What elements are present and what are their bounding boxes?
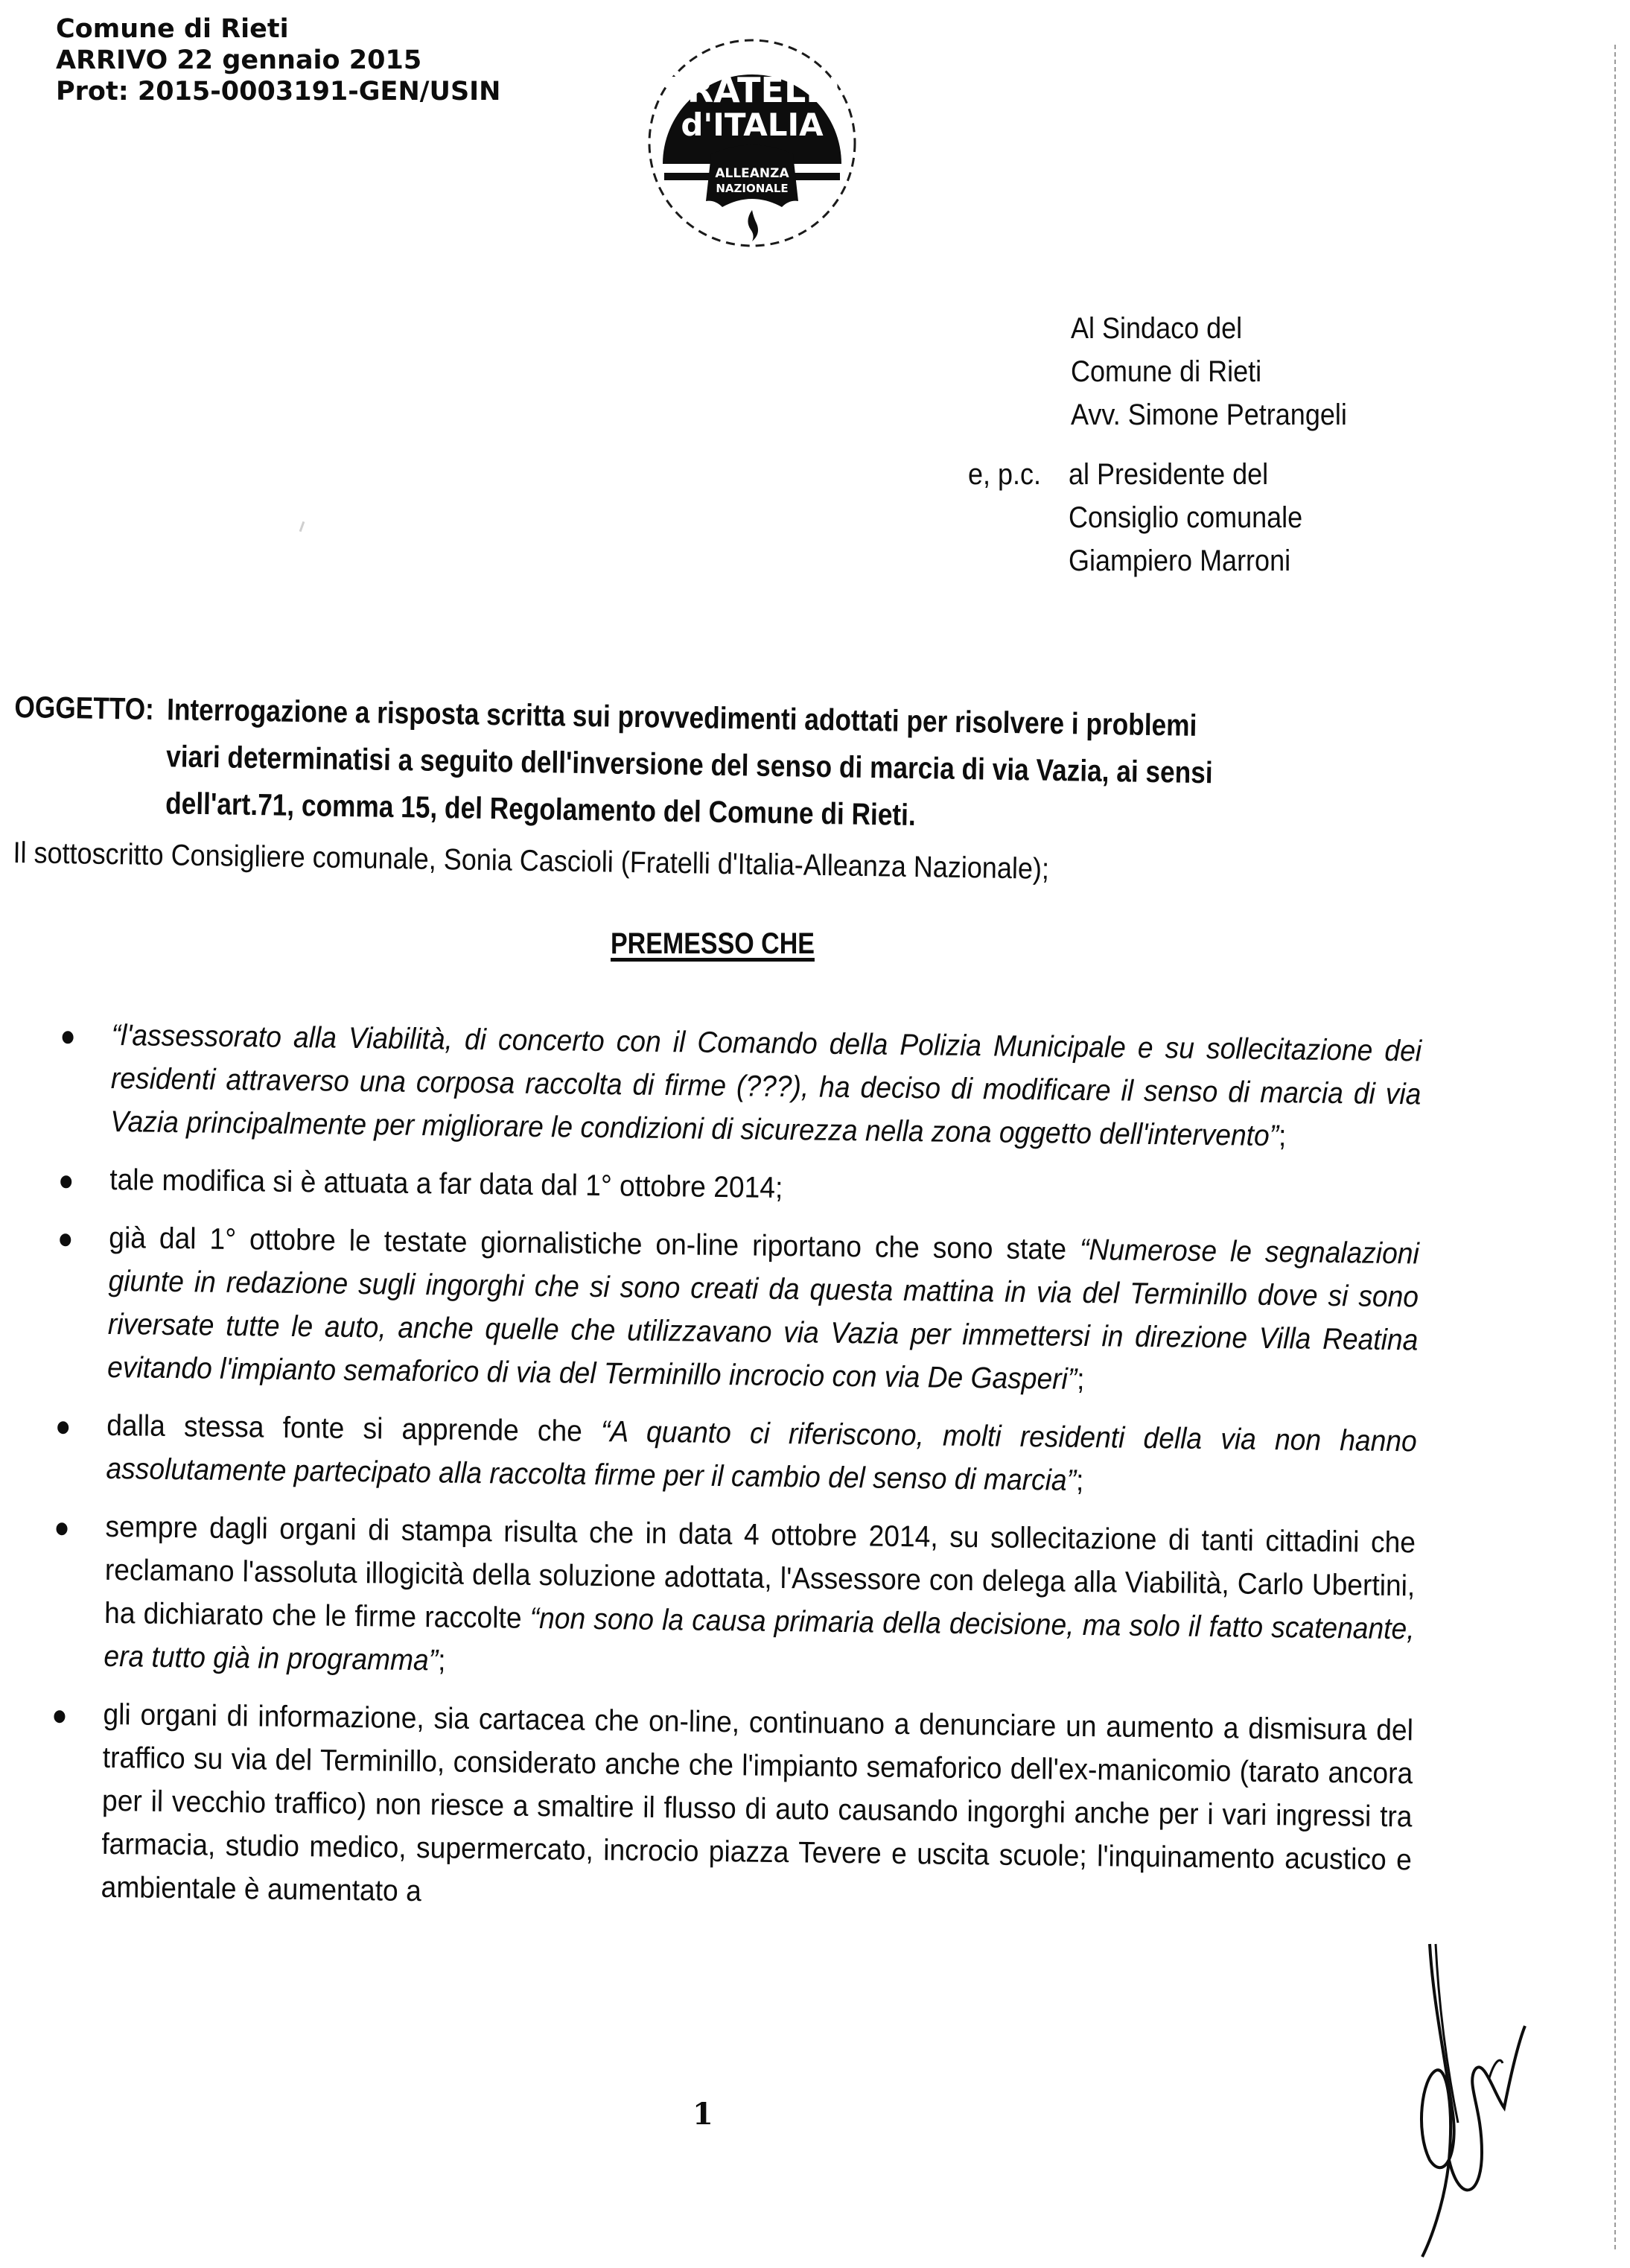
subject-label: OGGETTO:	[14, 689, 155, 726]
cc-block	[1069, 453, 1302, 582]
bullet-icon	[57, 1421, 69, 1434]
subject-line-2: viari determinatisi a seguito dell'inversione del senso di marcia di via Vazia, ai sensi	[165, 739, 1214, 790]
bullet-icon	[60, 1233, 71, 1246]
subject-block	[13, 684, 1232, 844]
stamp-arrival-date: ARRIVO 22 gennaio 2015	[56, 45, 422, 75]
cc-line: Consiglio comunale	[1069, 501, 1303, 534]
party-logo	[640, 31, 864, 255]
signature	[1400, 1937, 1564, 2264]
addressee-block	[1071, 307, 1347, 436]
page-number: 1	[693, 2097, 713, 2132]
list-item: sempre dagli organi di stampa risulta che in data 4 ottobre 2014, su sollecitazione di tanti cittadini che reclamano l'assoluta illogicità della soluzione adottata, l'Assessore con delega alla Viabilità, Carlo Ubertini, ha dichiarato che le firme raccolte “non sono la causa primaria della decisione, ma solo il fatto scatenante, era tutto già in programma”;	[44, 1505, 1416, 1694]
scan-artifact	[299, 521, 305, 532]
svg-text:d'ITALIA: d'ITALIA	[681, 107, 824, 143]
svg-text:NAZIONALE: NAZIONALE	[716, 182, 789, 195]
cc-prefix: e, p.c.	[968, 458, 1042, 491]
addressee-line: Comune di Rieti	[1071, 355, 1262, 388]
subject-line-3: dell'art.71, comma 15, del Regolamento del Comune di Rieti.	[165, 786, 917, 833]
stamp-municipality: Comune di Rieti	[56, 14, 289, 44]
cc-line: Giampiero Marroni	[1069, 544, 1291, 577]
subject-line-1: Interrogazione a risposta scritta sui provvedimenti adottati per risolvere i problemi	[166, 692, 1197, 743]
section-heading: PREMESSO CHE	[611, 927, 815, 960]
handwritten-signature-icon	[1400, 1937, 1564, 2264]
svg-text:ALLEANZA: ALLEANZA	[715, 166, 789, 181]
cc-line: al Presidente del	[1069, 458, 1269, 491]
addressee-line: Al Sindaco del	[1071, 312, 1243, 345]
list-item: gli organi di informazione, sia cartacea che on-line, continuano a denunciare un aumento a dismisura del traffico su via del Terminillo, considerato anche che l'impianto semaforico dell'ex-manicomio (tarato ancora per il vecchio traffico) non riesce a smaltire il flusso di auto causando ingorghi anche per i vari ingressi tra farmacia, studio medico, supermercato, incrocio piazza Tevere e uscita scuole; l'inquinamento acustico e ambientale è aumentato a	[41, 1692, 1413, 1925]
list-item: dalla stessa fonte si apprende che “A quanto ci riferiscono, molti residenti della via non hanno assolutamente partecipato alla raccolta firme per il cambio del senso di marcia”;	[46, 1403, 1417, 1506]
bullet-icon	[62, 1031, 73, 1044]
list-item: tale modifica si è attuata a far data dal 1° ottobre 2014;	[50, 1157, 1421, 1217]
premises-list	[41, 1013, 1422, 1940]
list-item: già dal 1° ottobre le testate giornalistiche on-line riportano che sono state “Numerose le segnalazioni giunte in redazione sugli ingorghi che si sono creati da questa mattina in via del Terminillo dove si sono riversate tutte le auto, anche quelle che utilizzavano via Vazia per immettersi in direzione Villa Reatina evitando l'impianto semaforico di via del Terminillo incrocio con via De Gasperi”;	[48, 1216, 1420, 1405]
bullet-icon	[60, 1175, 71, 1188]
bullet-icon	[54, 1710, 65, 1723]
protocol-stamp	[56, 13, 500, 107]
scan-margin-line	[1614, 45, 1616, 2249]
intro-paragraph: Il sottoscritto Consigliere comunale, Sonia Cascioli (Fratelli d'Italia-Alleanza Nazionale);	[13, 836, 1050, 886]
list-item: “l'assessorato alla Viabilità, di concerto con il Comando della Polizia Municipale e su sollecitazione dei residenti attraverso una corposa raccolta di firme (???), ha deciso di modificare il senso di marcia di via Vazia principalmente per migliorare le condizioni di sicurezza nella zona oggetto dell'intervento”;	[51, 1013, 1422, 1159]
svg-text:FRATELLI: FRATELLI	[663, 70, 841, 110]
stamp-protocol-number: Prot: 2015-0003191-GEN/USIN	[56, 77, 501, 107]
bullet-icon	[56, 1522, 67, 1535]
addressee-line: Avv. Simone Petrangeli	[1071, 398, 1347, 431]
fratelli-ditalia-logo-icon	[640, 31, 864, 255]
